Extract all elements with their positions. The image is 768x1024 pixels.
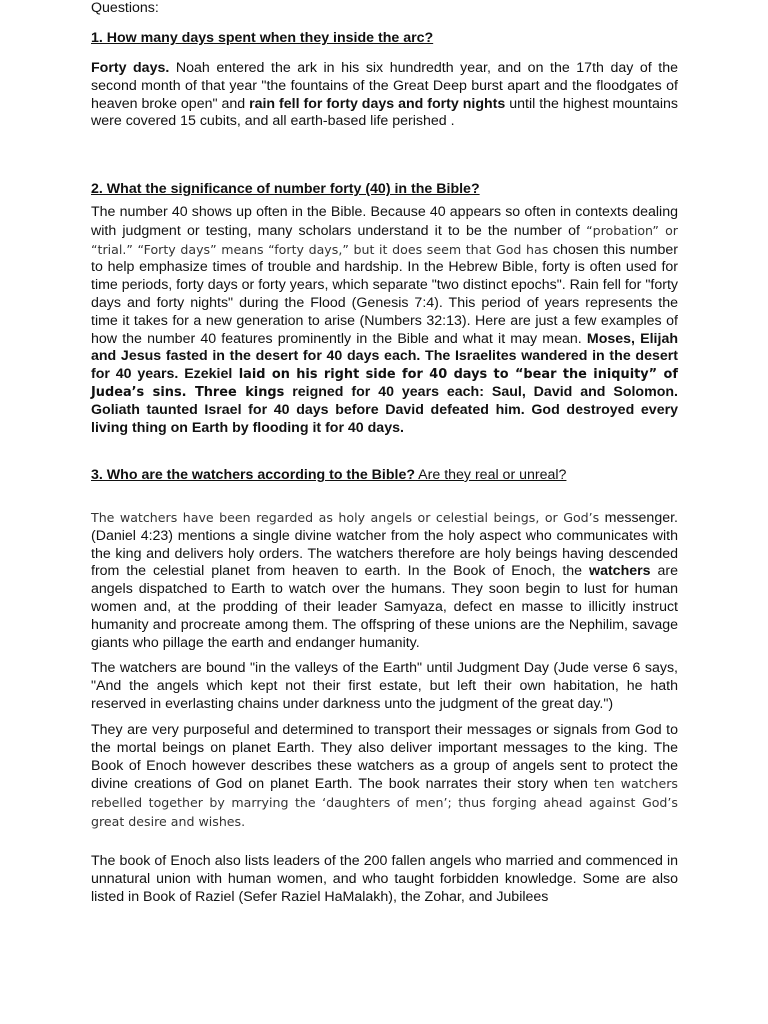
answer-3-p4-text: The book of Enoch also lists leaders of the 200 fallen angels who married and commenced in unnatural union with human women, and who taught forbidden knowledge. Some are also listed in Book of Raziel (Sefer Raziel HaMalakh), the Zohar, and Jubilees [91, 853, 678, 905]
answer-3-p1-text-a: The watchers have been regarded as holy angels or celestial beings, or God’s [91, 510, 600, 525]
answer-3-paragraph-4 [91, 853, 678, 906]
question-3-heading-plain: Are they real or unreal? [415, 467, 567, 483]
answer-2-text-a: The number 40 shows up often in the Bible. Because 40 appears so often in contexts dealing with judgment or testing, many scholars understand it to be the number of [91, 204, 678, 239]
question-3-heading [91, 467, 678, 485]
question-2-heading-text: 2. What the significance of number forty (40) in the Bible? [91, 181, 480, 197]
answer-3-p1-text-c: are angels dispatched to Earth to watch over the humans. They soon begin to lust for human women and, at the prodding of their leader Samyaza, defect en masse to illicitly instruct humanity and procreate among them. The offspring of these unions are the Nephilim, savage giants who pillage the earth and endanger humanity. [91, 563, 679, 651]
answer-2-bold-a: Moses, Elijah and Jesus fasted in the desert for 40 days each. The Israelites wandered in the desert for 40 years. Ezekiel [91, 330, 679, 383]
answer-3-p2-text: The watchers are bound "in the valleys of the Earth" until Judgment Day (Jude verse 6 says, "And the angels which kept not their first estate, but left their own habitation, he hath reserved in everlasting chains under darkness unto the judgment of the great day.") [91, 660, 678, 712]
answer-2-bold-b: laid on his right side for 40 days to “bear the iniquity” of Judea’s sins. Three kings [91, 367, 678, 400]
questions-label [91, 0, 678, 18]
answer-3-p1-bold: watchers [589, 563, 651, 580]
answer-2-text-b: “probation” or “trial.” “Forty days” means “forty days,” but it does seem that God has [91, 222, 678, 257]
question-1-heading [91, 30, 678, 48]
answer-1-text-a: Noah entered the ark in his six hundredth year, and on the 17th day of the second month of that year "the fountains of the Great Deep burst apart and the floodgates of heaven broke open" and [91, 60, 678, 112]
answer-1-lead: Forty days. [91, 60, 170, 76]
question-1-heading-text: 1. How many days spent when they inside the arc? [91, 30, 434, 46]
answer-3-paragraph-2 [91, 660, 678, 713]
answer-3-p1-text-b: messenger. (Daniel 4:23) mentions a single divine watcher from the holy aspect who communicates with the king and delivers holy orders. The watchers therefore are holy beings having descended from the celestial planet from heaven to earth. In the Book of Enoch, the [91, 510, 678, 580]
answer-1-text-b: until the highest mountains were covered 15 cubits, and all earth-based life perished . [91, 95, 679, 130]
answer-2-paragraph [91, 204, 678, 437]
answer-3-p3-text-b: ten watchers rebelled together by marrying the ‘daughters of men’; thus forging ahead against God’s great desire and wishes. [91, 776, 678, 829]
answer-2-text-c: chosen this number to help emphasize times of trouble and hardship. In the Hebrew Bible, forty is often used for time periods, forty days or forty years, which separate "two distinct epochs". Rain fell for "forty days and forty nights" during the Flood (Genesis 7:4). This period of years represents the time it takes for a new generation to arise (Numbers 32:13). Here are just a few examples of how the number 40 features prominently in the Bible and what it may mean. [91, 241, 678, 347]
question-2-heading [91, 181, 678, 199]
answer-1-bold: rain fell for forty days and forty nights [249, 95, 506, 112]
questions-label-text: Questions: [91, 0, 159, 16]
answer-3-p3-text-a: They are very purposeful and determined to transport their messages or signals from God to the mortal beings on planet Earth. They also deliver important messages to the king. The Book of Enoch however describes these watchers as a group of angels sent to protect the divine creations of God on planet Earth. The book narrates their story when [91, 722, 678, 793]
question-3-heading-text: 3. Who are the watchers according to the Bible? [91, 467, 416, 483]
answer-3-paragraph-1 [91, 509, 678, 652]
answer-3-paragraph-3 [91, 722, 678, 832]
answer-1-paragraph [91, 60, 678, 131]
answer-2-bold-c: reigned for 40 years each: Saul, David and Solomon. Goliath taunted Israel for 40 days before David defeated him. God destroyed every living thing on Earth by flooding it for 40 days. [91, 383, 678, 436]
